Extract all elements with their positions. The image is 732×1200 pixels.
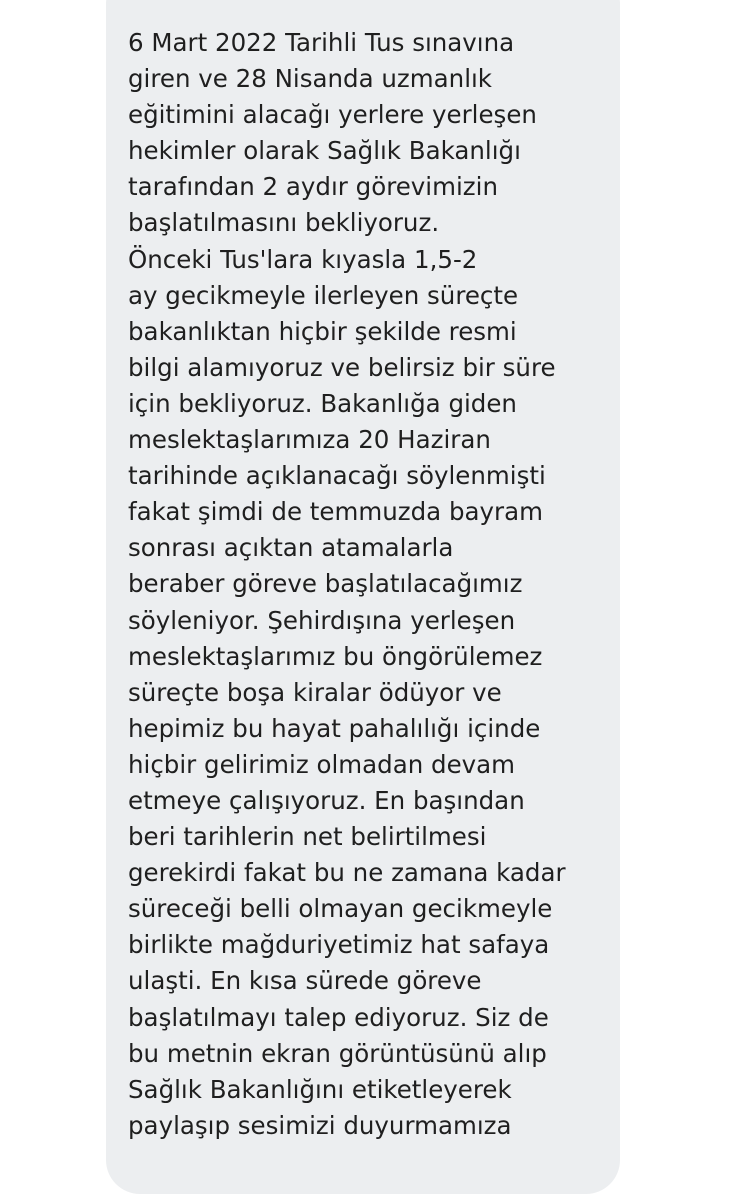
message-line: fakat şimdi de temmuzda bayram bbox=[128, 497, 543, 527]
message-line: tarihinde açıklanacağı söylenmişti bbox=[128, 461, 546, 491]
message-line: giren ve 28 Nisanda uzmanlık bbox=[128, 64, 492, 94]
message-line: ay gecikmeyle ilerleyen süreçte bbox=[128, 280, 519, 310]
message-line: bu metnin ekran görüntüsünü alıp bbox=[128, 1038, 547, 1068]
message-line: başlatılmayı talep ediyoruz. Siz de bbox=[128, 1002, 549, 1032]
message-line: meslektaşlarımız bu öngörülemez bbox=[128, 641, 543, 671]
message-line: hepimiz bu hayat pahalılığı içinde bbox=[128, 713, 541, 743]
message-line: süreceği belli olmayan gecikmeyle bbox=[128, 894, 553, 924]
message-line: eğitimini alacağı yerlere yerleşen bbox=[128, 100, 537, 130]
message-line: başlatılmasını bekliyoruz. bbox=[128, 208, 440, 238]
message-text bbox=[128, 25, 608, 1144]
message-line: söyleniyor. Şehirdışına yerleşen bbox=[128, 605, 516, 635]
message-line: gerekirdi fakat bu ne zamana kadar bbox=[128, 858, 566, 888]
message-line: hekimler olarak Sağlık Bakanlığı bbox=[128, 136, 521, 166]
message-line: etmeye çalışıyoruz. En başından bbox=[128, 785, 525, 815]
message-line: meslektaşlarımıza 20 Haziran bbox=[128, 425, 491, 455]
message-line: ulaşti. En kısa sürede göreve bbox=[128, 966, 482, 996]
message-line: birlikte mağduriyetimiz hat safaya bbox=[128, 930, 550, 960]
message-line: hiçbir gelirimiz olmadan devam bbox=[128, 749, 516, 779]
message-line: bilgi alamıyoruz ve belirsiz bir süre bbox=[128, 352, 556, 382]
message-line: paylaşıp sesimizi duyurmamıza bbox=[128, 1110, 512, 1140]
message-line: için bekliyoruz. Bakanlığa giden bbox=[128, 388, 517, 418]
message-line: beri tarihlerin net belirtilmesi bbox=[128, 822, 487, 852]
message-line: beraber göreve başlatılacağımız bbox=[128, 569, 523, 599]
message-line: süreçte boşa kiralar ödüyor ve bbox=[128, 677, 502, 707]
message-line: tarafından 2 aydır görevimizin bbox=[128, 172, 498, 202]
message-line: Sağlık Bakanlığını etiketleyerek bbox=[128, 1074, 512, 1104]
message-line: 6 Mart 2022 Tarihli Tus sınavına bbox=[128, 28, 515, 57]
message-line: bakanlıktan hiçbir şekilde resmi bbox=[128, 316, 517, 346]
message-line: sonrası açıktan atamalarla bbox=[128, 533, 454, 563]
message-line: Önceki Tus'lara kıyasla 1,5-2 bbox=[128, 244, 478, 274]
